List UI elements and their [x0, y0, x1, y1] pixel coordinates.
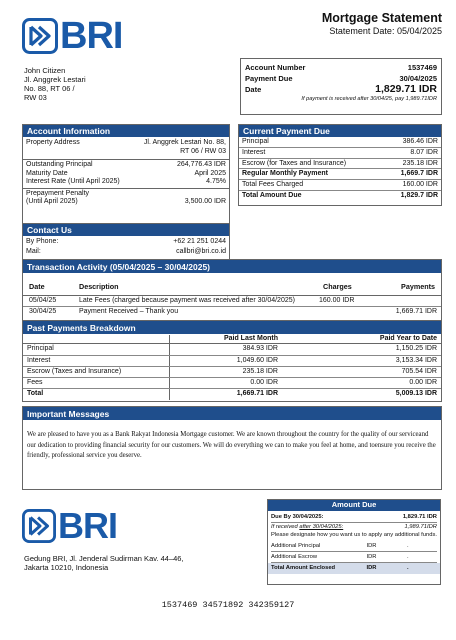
date-label: Date — [245, 85, 262, 94]
current-payment-row — [239, 168, 441, 179]
past-payment-label: Total — [27, 390, 44, 397]
prepayment-penalty-value: 3,500.00 IDR — [184, 198, 226, 205]
customer-address-line: Jl. Anggrek Lestari — [24, 75, 86, 84]
bri-logo-mark-icon — [22, 18, 58, 54]
past-payment-row — [23, 355, 441, 366]
additional-principal-input[interactable]: . — [407, 542, 409, 549]
current-payment-value: 235.18 IDR — [402, 159, 438, 167]
property-address-value: Jl. Anggrek Lestari No. 88, — [143, 139, 226, 146]
interest-rate-label: Interest Rate (Until April 2025) — [26, 178, 120, 185]
account-information-panel — [22, 124, 230, 224]
important-messages-header: Important Messages — [23, 407, 441, 420]
property-address-value: RT 06 / RW 03 — [180, 147, 226, 155]
bri-logo-footer — [22, 505, 117, 546]
past-payment-year-to-date: 705.54 IDR — [401, 368, 437, 375]
past-payment-last-month: 0.00 IDR — [250, 379, 278, 386]
property-address-label: Property Address — [26, 139, 80, 146]
transaction-rows — [23, 295, 441, 316]
additional-funds-note: Please designate how you want us to apply any additional funds. — [271, 532, 437, 538]
total-enclosed-row[interactable] — [268, 563, 440, 574]
late-amount-value: 1,989.71IDR — [404, 524, 437, 530]
contact-phone-label: By Phone: — [26, 238, 59, 245]
account-number-row — [245, 62, 437, 73]
additional-principal-currency: IDR — [366, 542, 377, 549]
contact-us-header: Contact Us — [23, 224, 229, 236]
past-payment-last-month: 384.93 IDR — [242, 345, 278, 352]
prepayment-penalty-period: (Until April 2025) — [26, 198, 78, 205]
late-payment-note: If payment is received after 30/04/25, pay 1,989.71IDR — [301, 96, 437, 102]
current-payment-due-header: Current Payment Due — [239, 125, 441, 137]
account-summary-box — [240, 58, 442, 115]
col-paid-last-month: Paid Last Month — [223, 335, 278, 342]
due-by-label: Due By 30/04/2025: — [271, 514, 324, 520]
col-date: Date — [29, 282, 45, 291]
payment-reference-numbers: 1537469 34571892 342359127 — [161, 600, 295, 610]
prepayment-penalty-label: Prepayment Penalty — [26, 189, 90, 197]
current-payment-value: 386.46 IDR — [402, 138, 438, 145]
past-payment-year-to-date: 5,009.13 IDR — [395, 390, 437, 397]
transaction-header-row — [23, 279, 441, 295]
past-payment-row — [23, 366, 441, 377]
transaction-date: 05/04/25 — [29, 297, 57, 304]
col-description: Description — [79, 282, 119, 291]
statement-title: Mortgage Statement — [321, 11, 442, 25]
col-charges: Charges — [323, 282, 352, 291]
past-payments-column-header — [23, 334, 441, 344]
property-address-row — [23, 137, 229, 156]
additional-escrow-label: Additional Escrow — [271, 553, 318, 560]
total-enclosed-label: Total Amount Enclosed — [271, 564, 336, 571]
total-enclosed-currency: IDR — [366, 564, 377, 571]
amount-due-value: 1,829.71 IDR — [375, 83, 437, 95]
outstanding-principal-value: 264,776.43 IDR — [176, 161, 226, 168]
bri-logo-mark-icon — [22, 509, 56, 543]
additional-principal-label: Additional Principal — [271, 542, 321, 549]
total-enclosed-input[interactable]: . — [407, 564, 409, 571]
past-payment-year-to-date: 1,150.25 IDR — [395, 345, 437, 352]
current-payment-value: 160.00 IDR — [402, 181, 438, 189]
additional-principal-row[interactable] — [271, 541, 437, 552]
transaction-row — [23, 296, 441, 306]
contact-us-panel — [22, 223, 230, 260]
past-payment-row — [23, 377, 441, 388]
col-paid-year-to-date: Paid Year to Date — [379, 335, 437, 342]
interest-rate-value: 4.75% — [206, 178, 226, 185]
past-payment-row — [23, 388, 441, 399]
current-payment-row — [239, 137, 441, 147]
important-messages-body: We are pleased to have you as a Bank Rakyat Indonesia Mortgage customer. We are known throughout the country for the quality of our serviceand our dedication to providing financial security for our customers. We will do everything we can to make you feel at home, and toensure you receive the friendly, professional service you deserve. — [27, 431, 436, 459]
account-number-label: Account Number — [245, 63, 306, 72]
current-payment-value: 1,669.7 IDR — [400, 170, 438, 178]
past-payment-year-to-date: 3,153.34 IDR — [395, 357, 437, 364]
account-information-header: Account Information — [23, 125, 229, 137]
bri-logo-text: BRI — [60, 15, 123, 57]
outstanding-principal-label: Outstanding Principal — [26, 161, 93, 168]
maturity-date-label: Maturity Date — [26, 169, 68, 177]
outstanding-principal-row — [26, 161, 226, 170]
transaction-row — [23, 306, 441, 316]
transaction-date: 30/04/25 — [29, 308, 57, 315]
payment-due-label: Payment Due — [245, 74, 293, 83]
current-payment-rows — [239, 137, 441, 201]
transaction-payments: 1,669.71 IDR — [395, 308, 437, 315]
bank-address-line: Jakarta 10210, Indonesia — [24, 563, 109, 572]
current-payment-value: 1,829.7 IDR — [400, 191, 438, 199]
current-payment-row — [239, 190, 441, 201]
bank-address-line: Gedung BRI, Jl. Jenderal Sudirman Kav. 44–46, — [24, 554, 184, 563]
current-payment-due-panel — [238, 124, 442, 206]
due-by-value: 1,829.71 IDR — [402, 514, 437, 520]
transaction-activity-header: Transaction Activity (05/04/2025 – 30/04/2025) — [23, 260, 441, 273]
late-amount-label: If received — [271, 524, 300, 530]
col-payments: Payments — [401, 282, 435, 291]
account-number-value: 1537469 — [407, 63, 437, 72]
current-payment-label: Principal — [242, 138, 269, 145]
late-amount-date: after 30/04/2025: — [299, 524, 344, 530]
past-payment-label: Escrow (Taxes and Insurance) — [27, 368, 122, 375]
past-payments-rows — [23, 344, 441, 399]
customer-address — [24, 66, 86, 102]
contact-phone-row — [26, 237, 226, 247]
past-payment-label: Principal — [27, 345, 54, 352]
current-payment-label: Interest — [242, 148, 266, 156]
due-by-row — [271, 513, 437, 523]
late-amount-row — [271, 523, 437, 532]
current-payment-label: Regular Monthly Payment — [242, 170, 328, 178]
amount-due-coupon — [267, 499, 441, 585]
transaction-activity-panel — [22, 259, 442, 321]
additional-escrow-row[interactable] — [271, 552, 437, 563]
prepayment-penalty — [23, 188, 229, 208]
additional-escrow-input[interactable]: . — [407, 553, 409, 560]
bri-logo — [22, 15, 123, 57]
statement-date: Statement Date: 05/04/2025 — [329, 26, 442, 36]
current-payment-label: Total Fees Charged — [242, 181, 304, 189]
maturity-date-row — [26, 170, 226, 179]
current-payment-row — [239, 158, 441, 169]
past-payment-year-to-date: 0.00 IDR — [409, 379, 437, 386]
past-payments-panel — [22, 320, 442, 402]
current-payment-label: Total Amount Due — [242, 191, 302, 199]
transaction-description: Late Fees (charged because payment was received after 30/04/2025) — [79, 297, 295, 304]
transaction-description: Payment Received – Thank you — [79, 308, 179, 315]
additional-escrow-currency: IDR — [366, 553, 377, 560]
past-payment-label: Fees — [27, 379, 43, 386]
amount-due-header: Amount Due — [268, 500, 440, 511]
payment-due-value: 30/04/2025 — [399, 74, 437, 83]
amount-due-row — [245, 84, 437, 95]
contact-mail-value[interactable]: callbri@bri.co.id — [176, 248, 226, 255]
interest-rate-row — [26, 178, 226, 187]
current-payment-row — [239, 147, 441, 158]
contact-mail-row — [26, 247, 226, 257]
past-payment-last-month: 1,049.60 IDR — [236, 357, 278, 364]
important-messages-panel — [22, 406, 442, 490]
current-payment-value: 8.07 IDR — [410, 148, 438, 156]
bank-address — [24, 554, 184, 572]
current-payment-label: Escrow (for Taxes and Insurance) — [242, 159, 347, 167]
past-payment-row — [23, 344, 441, 355]
customer-address-line: No. 88, RT 06 / — [24, 84, 75, 93]
current-payment-row — [239, 179, 441, 190]
customer-name: John Citizen — [24, 66, 66, 75]
customer-address-line: RW 03 — [24, 93, 47, 102]
bri-logo-text: BRI — [58, 505, 117, 546]
maturity-date-value: April 2025 — [194, 169, 226, 177]
past-payment-label: Interest — [27, 357, 51, 364]
contact-phone-value[interactable]: +62 21 251 0244 — [173, 238, 226, 245]
past-payments-header: Past Payments Breakdown — [23, 321, 441, 334]
past-payment-last-month: 1,669.71 IDR — [236, 390, 278, 397]
contact-mail-label: Mail: — [26, 248, 41, 255]
past-payment-last-month: 235.18 IDR — [242, 368, 278, 375]
loan-details — [23, 159, 229, 188]
transaction-charges: 160.00 IDR — [319, 297, 355, 304]
